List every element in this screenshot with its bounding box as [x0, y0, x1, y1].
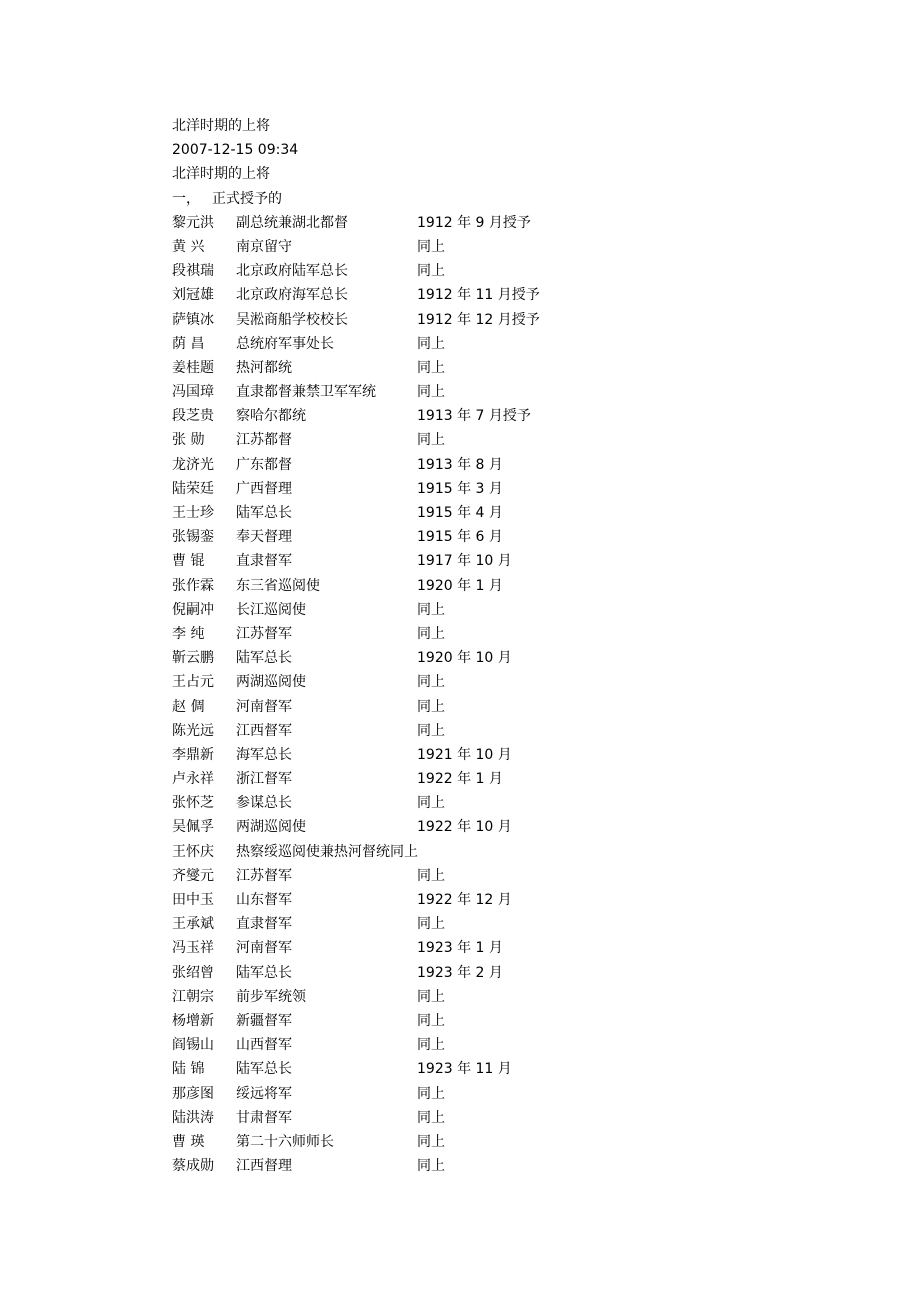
general-name: 刘冠雄	[172, 287, 214, 304]
table-row	[172, 477, 732, 501]
table-row	[172, 1009, 732, 1033]
grant-date: 1915 年 6 月	[417, 529, 503, 546]
grant-date: 同上	[417, 916, 445, 933]
table-row	[172, 1082, 732, 1106]
general-name: 倪嗣冲	[172, 601, 214, 618]
table-row	[172, 404, 732, 428]
document-body	[172, 114, 732, 1178]
general-name: 靳云鹏	[172, 650, 214, 667]
grant-date: 同上	[417, 238, 445, 255]
grant-date: 同上	[417, 625, 445, 642]
general-name: 赵 倜	[172, 698, 205, 715]
general-name: 曹 瑛	[172, 1133, 205, 1150]
general-name: 龙济光	[172, 456, 214, 473]
general-name: 王占元	[172, 674, 214, 691]
grant-date: 同上	[417, 1037, 445, 1054]
grant-date: 1915 年 3 月	[417, 480, 503, 497]
general-name: 齐燮元	[172, 867, 214, 884]
table-row	[172, 549, 732, 573]
table-row	[172, 743, 732, 767]
table-row	[172, 936, 732, 960]
general-post: 第二十六师师长	[236, 1133, 334, 1150]
general-name: 李鼎新	[172, 746, 214, 763]
general-post: 广东都督	[236, 456, 292, 473]
grant-date: 同上	[417, 432, 445, 449]
general-name: 吴佩孚	[172, 819, 214, 836]
grant-date: 同上	[417, 988, 445, 1005]
general-name: 张绍曾	[172, 964, 214, 981]
general-post: 浙江督军	[236, 771, 292, 788]
general-name: 黄 兴	[172, 238, 205, 255]
general-name: 张怀芝	[172, 795, 214, 812]
general-name: 王承斌	[172, 916, 214, 933]
grant-date: 1917 年 10 月	[417, 553, 512, 570]
grant-date: 1912 年 11 月授予	[417, 287, 540, 304]
general-post: 江西督理	[236, 1158, 292, 1175]
general-post: 山西督军	[236, 1037, 292, 1054]
grant-date: 1923 年 11 月	[417, 1061, 512, 1078]
post-timestamp: 2007-12-15 09:34	[172, 142, 299, 159]
table-row	[172, 670, 732, 694]
general-name: 王士珍	[172, 505, 214, 521]
table-row	[172, 332, 732, 356]
grant-date: 1922 年 12 月	[417, 892, 512, 908]
general-post: 河南督军	[236, 940, 292, 957]
general-post: 吴淞商船学校校长	[236, 311, 348, 328]
general-post: 两湖巡阅使	[236, 819, 306, 836]
general-post: 副总统兼湖北都督	[236, 214, 348, 231]
general-name: 段祺瑞	[172, 263, 214, 280]
table-row	[172, 912, 732, 936]
general-post: 山东督军	[236, 892, 292, 908]
grant-date: 1915 年 4 月	[417, 505, 503, 521]
general-post: 参谋总长	[236, 795, 292, 812]
table-row	[172, 815, 732, 839]
general-post: 北京政府陆军总长	[236, 263, 348, 280]
general-name: 李 纯	[172, 625, 205, 642]
general-post: 前步军统领	[236, 988, 306, 1005]
general-post: 江苏督军	[236, 867, 292, 884]
general-post: 甘肃督军	[236, 1109, 292, 1126]
table-row	[172, 622, 732, 646]
general-name: 冯玉祥	[172, 940, 214, 957]
table-row	[172, 791, 732, 815]
section-number: 一，	[172, 190, 200, 207]
general-name: 陈光远	[172, 722, 214, 739]
general-post: 海军总长	[236, 746, 292, 763]
grant-date: 1920 年 1 月	[417, 577, 503, 594]
grant-date: 同上	[417, 698, 445, 715]
general-post: 东三省巡阅使	[236, 577, 320, 594]
table-row	[172, 308, 732, 332]
general-name: 杨增新	[172, 1012, 214, 1029]
table-row	[172, 840, 732, 864]
table-row	[172, 598, 732, 622]
general-post: 陆军总长	[236, 650, 292, 667]
general-name: 冯国璋	[172, 384, 214, 401]
table-row	[172, 1106, 732, 1130]
grant-date: 同上	[417, 1012, 445, 1029]
general-name: 陆 锦	[172, 1061, 205, 1078]
general-name: 田中玉	[172, 892, 214, 908]
grant-date: 1923 年 1 月	[417, 940, 503, 957]
section-heading	[172, 187, 732, 211]
general-name: 王怀庆	[172, 843, 214, 860]
general-name: 陆荣廷	[172, 480, 214, 497]
general-name: 曹 锟	[172, 553, 205, 570]
general-post: 陆军总长	[236, 505, 292, 521]
table-row	[172, 235, 732, 259]
general-name: 姜桂题	[172, 359, 214, 376]
table-row	[172, 1057, 732, 1081]
table-row	[172, 525, 732, 549]
grant-date: 1913 年 7 月授予	[417, 408, 531, 425]
grant-date: 同上	[417, 867, 445, 884]
general-post: 江苏都督	[236, 432, 292, 449]
general-post: 新疆督军	[236, 1012, 292, 1029]
general-post: 陆军总长	[236, 964, 292, 981]
table-row	[172, 574, 732, 598]
general-name: 卢永祥	[172, 771, 214, 788]
general-name: 荫 昌	[172, 335, 205, 352]
general-post: 河南督军	[236, 698, 292, 715]
table-row	[172, 888, 732, 912]
grant-date: 1912 年 12 月授予	[417, 311, 540, 328]
grant-date: 1920 年 10 月	[417, 650, 512, 667]
grant-date: 同上	[417, 601, 445, 618]
table-row	[172, 501, 732, 525]
grant-date: 同上	[417, 263, 445, 280]
grant-date: 同上	[417, 359, 445, 376]
general-post: 江苏督军	[236, 625, 292, 642]
general-post: 南京留守	[236, 238, 292, 255]
general-post: 奉天督理	[236, 529, 292, 546]
table-row	[172, 1033, 732, 1057]
table-row	[172, 767, 732, 791]
table-row	[172, 380, 732, 404]
general-name: 蔡成勋	[172, 1158, 214, 1175]
general-name: 段芝贵	[172, 408, 214, 425]
grant-date: 同上	[417, 1133, 445, 1150]
general-list	[172, 211, 732, 1179]
general-name: 张 勋	[172, 432, 205, 449]
general-name: 萨镇冰	[172, 311, 214, 328]
general-name: 阎锡山	[172, 1037, 214, 1054]
table-row	[172, 283, 732, 307]
general-post: 热河都统	[236, 359, 292, 376]
grant-date: 1922 年 1 月	[417, 771, 503, 788]
grant-date: 同上	[417, 795, 445, 812]
general-name: 江朝宗	[172, 988, 214, 1005]
table-row	[172, 453, 732, 477]
grant-date: 1922 年 10 月	[417, 819, 512, 836]
general-post: 总统府军事处长	[236, 335, 334, 352]
general-post: 直隶督军	[236, 916, 292, 933]
grant-date: 同上	[417, 722, 445, 739]
general-post: 热察绥巡阅使兼热河督统同上	[236, 843, 418, 860]
table-row	[172, 985, 732, 1009]
table-row	[172, 356, 732, 380]
general-post: 广西督理	[236, 480, 292, 497]
general-post: 直隶督军	[236, 553, 292, 570]
grant-date: 1923 年 2 月	[417, 964, 503, 981]
grant-date: 同上	[417, 335, 445, 352]
table-row	[172, 1154, 732, 1178]
grant-date: 1921 年 10 月	[417, 746, 512, 763]
document-subtitle: 北洋时期的上将	[172, 166, 270, 183]
grant-date: 同上	[417, 674, 445, 691]
table-row	[172, 961, 732, 985]
general-post: 北京政府海军总长	[236, 287, 348, 304]
general-post: 察哈尔都统	[236, 408, 306, 425]
general-post: 直隶都督兼禁卫军军统	[236, 384, 376, 401]
general-name: 张锡銮	[172, 529, 214, 546]
general-post: 长江巡阅使	[236, 601, 306, 618]
grant-date: 1912 年 9 月授予	[417, 214, 531, 231]
table-row	[172, 719, 732, 743]
table-row	[172, 646, 732, 670]
table-row	[172, 259, 732, 283]
section-label: 正式授予的	[212, 190, 282, 207]
grant-date: 同上	[417, 384, 445, 401]
table-row	[172, 1130, 732, 1154]
general-post: 陆军总长	[236, 1061, 292, 1078]
grant-date: 同上	[417, 1158, 445, 1175]
table-row	[172, 211, 732, 235]
table-row	[172, 695, 732, 719]
table-row	[172, 864, 732, 888]
general-name: 那彦图	[172, 1085, 214, 1102]
general-name: 张作霖	[172, 577, 214, 594]
general-post: 江西督军	[236, 722, 292, 739]
table-row	[172, 428, 732, 452]
general-post: 绥远将军	[236, 1085, 292, 1102]
grant-date: 同上	[417, 1109, 445, 1126]
general-name: 黎元洪	[172, 214, 214, 231]
grant-date: 1913 年 8 月	[417, 456, 503, 473]
grant-date: 同上	[417, 1085, 445, 1102]
general-name: 陆洪涛	[172, 1109, 214, 1126]
document-title: 北洋时期的上将	[172, 118, 270, 134]
general-post: 两湖巡阅使	[236, 674, 306, 691]
